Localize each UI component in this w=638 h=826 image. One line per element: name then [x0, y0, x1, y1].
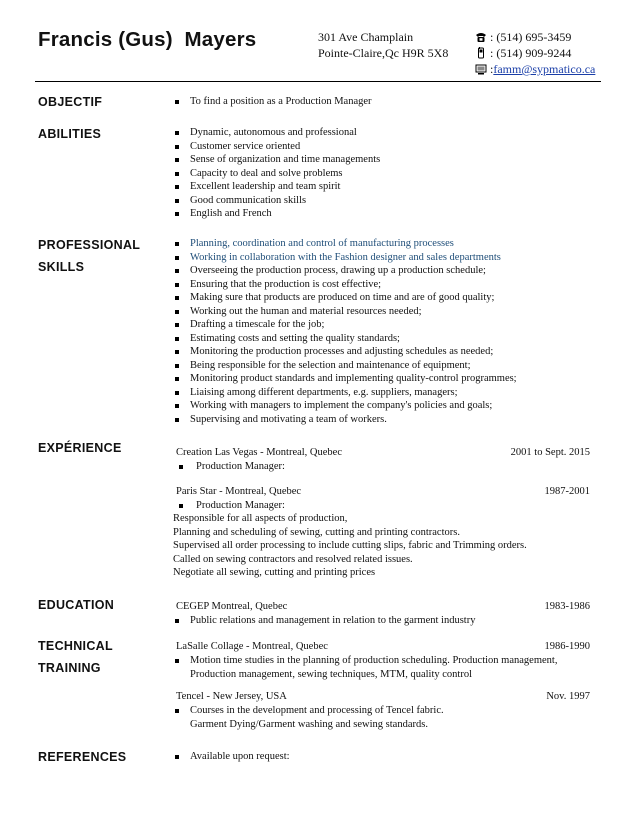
- list-item: Being responsible for the selection and maintenance of equipment;: [173, 359, 517, 373]
- education-entry: [176, 600, 590, 614]
- list-item: Estimating costs and setting the quality standards;: [173, 332, 517, 346]
- education-heading: EDUCATION: [38, 598, 115, 612]
- school: LaSalle Collage - Montreal, Quebec: [176, 641, 328, 652]
- list-item: To find a position as a Production Manager: [173, 95, 372, 109]
- job-entry: [176, 485, 590, 512]
- contact-block: [474, 29, 595, 77]
- employer: Creation Las Vegas - Montreal, Quebec: [176, 447, 343, 458]
- technical-training-heading: [38, 635, 113, 679]
- email-prefix: :: [490, 62, 494, 76]
- address-line-2: Pointe-Claire,Qc H9R 5X8: [318, 46, 449, 60]
- detail-line: Supervised all order processing to include cutting slips, fabric and Trimming orders.: [173, 540, 527, 551]
- job-role: Production Manager:: [176, 460, 590, 474]
- computer-icon: [474, 64, 488, 75]
- list-item: Motion time studies in the planning of production scheduling. Production management,: [173, 654, 557, 668]
- list-item: Good communication skills: [173, 194, 380, 208]
- list-item: Sense of organization and time managements: [173, 153, 380, 167]
- objectif-heading: OBJECTIF: [38, 95, 103, 109]
- list-item: Excellent leadership and team spirit: [173, 180, 380, 194]
- list-item: Making sure that products are produced on time and are of good quality;: [173, 291, 517, 305]
- list-item: Working in collaboration with the Fashion designer and sales departments: [173, 251, 517, 265]
- list-item: Planning, coordination and control of manufacturing processes: [173, 237, 517, 251]
- training-entry: [176, 690, 590, 704]
- job-entry: [176, 446, 590, 473]
- list-item: Monitoring product standards and implementing quality-control programmes;: [173, 372, 517, 386]
- mobile-phone-icon: [474, 47, 488, 59]
- list-item: Customer service oriented: [173, 140, 380, 154]
- list-item: Capacity to deal and solve problems: [173, 167, 380, 181]
- list-item: Supervising and motivating a team of workers.: [173, 413, 517, 427]
- job-details: [173, 512, 527, 580]
- training-continuation: Production management, sewing techniques, MTM, quality control: [190, 669, 472, 680]
- dates: 1983-1986: [544, 601, 590, 612]
- references-heading: REFERENCES: [38, 750, 127, 764]
- list-item: Working out the human and material resources needed;: [173, 305, 517, 319]
- telephone-icon: [474, 32, 488, 43]
- abilities-heading: ABILITIES: [38, 127, 102, 141]
- list-item: Overseeing the production process, drawing up a production schedule;: [173, 264, 517, 278]
- professional-skills-heading: [38, 234, 140, 278]
- references-list: [173, 750, 290, 764]
- abilities-list: [173, 126, 380, 221]
- dates: 1987-2001: [544, 486, 590, 497]
- training-list: [173, 704, 444, 718]
- dates: 2001 to Sept. 2015: [510, 447, 590, 458]
- training-entry: [176, 640, 590, 654]
- heading-line: TECHNICAL: [38, 639, 113, 653]
- resume-name: Francis (Gus) Mayers: [38, 28, 257, 51]
- objectif-list: [173, 95, 372, 109]
- employer: Paris Star - Montreal, Quebec: [176, 486, 302, 497]
- heading-line: TRAINING: [38, 661, 101, 675]
- list-item: English and French: [173, 207, 380, 221]
- dates: Nov. 1997: [546, 691, 590, 702]
- list-item: Public relations and management in relation to the garment industry: [173, 614, 475, 628]
- list-item: Drafting a timescale for the job;: [173, 318, 517, 332]
- education-list: [173, 614, 475, 628]
- list-item: Dynamic, autonomous and professional: [173, 126, 380, 140]
- detail-line: Responsible for all aspects of production,: [173, 513, 348, 524]
- phone-number: : (514) 695-3459: [490, 30, 572, 44]
- header-divider: [35, 81, 601, 82]
- address-line-1: 301 Ave Champlain: [318, 30, 414, 44]
- email-link[interactable]: famm@sypmatico.ca: [493, 62, 596, 76]
- school: CEGEP Montreal, Quebec: [176, 601, 288, 612]
- mobile-number: : (514) 909-9244: [490, 46, 572, 60]
- job-role: Production Manager:: [176, 499, 590, 513]
- heading-line: SKILLS: [38, 260, 85, 274]
- professional-skills-list: [173, 237, 517, 426]
- school: Tencel - New Jersey, USA: [176, 691, 287, 702]
- list-item: Monitoring the production processes and adjusting schedules as needed;: [173, 345, 517, 359]
- list-item: Available upon request:: [173, 750, 290, 764]
- list-item: Ensuring that the production is cost effective;: [173, 278, 517, 292]
- heading-line: PROFESSIONAL: [38, 238, 141, 252]
- training-list: [173, 654, 557, 668]
- list-item: Liaising among different departments, e.g. suppliers, managers;: [173, 386, 517, 400]
- detail-line: Planning and scheduling of sewing, cutting and printing contractors.: [173, 526, 460, 538]
- experience-heading: EXPÉRIENCE: [38, 441, 122, 455]
- dates: 1986-1990: [544, 641, 590, 652]
- detail-line: Negotiate all sewing, cutting and printing prices: [173, 567, 376, 578]
- training-continuation: Garment Dying/Garment washing and sewing standards.: [190, 719, 428, 730]
- list-item: Working with managers to implement the company's policies and goals;: [173, 399, 517, 413]
- detail-line: Called on sewing contractors and resolved related issues.: [173, 553, 413, 565]
- address-block: [318, 29, 448, 61]
- list-item: Courses in the development and processing of Tencel fabric.: [173, 704, 444, 718]
